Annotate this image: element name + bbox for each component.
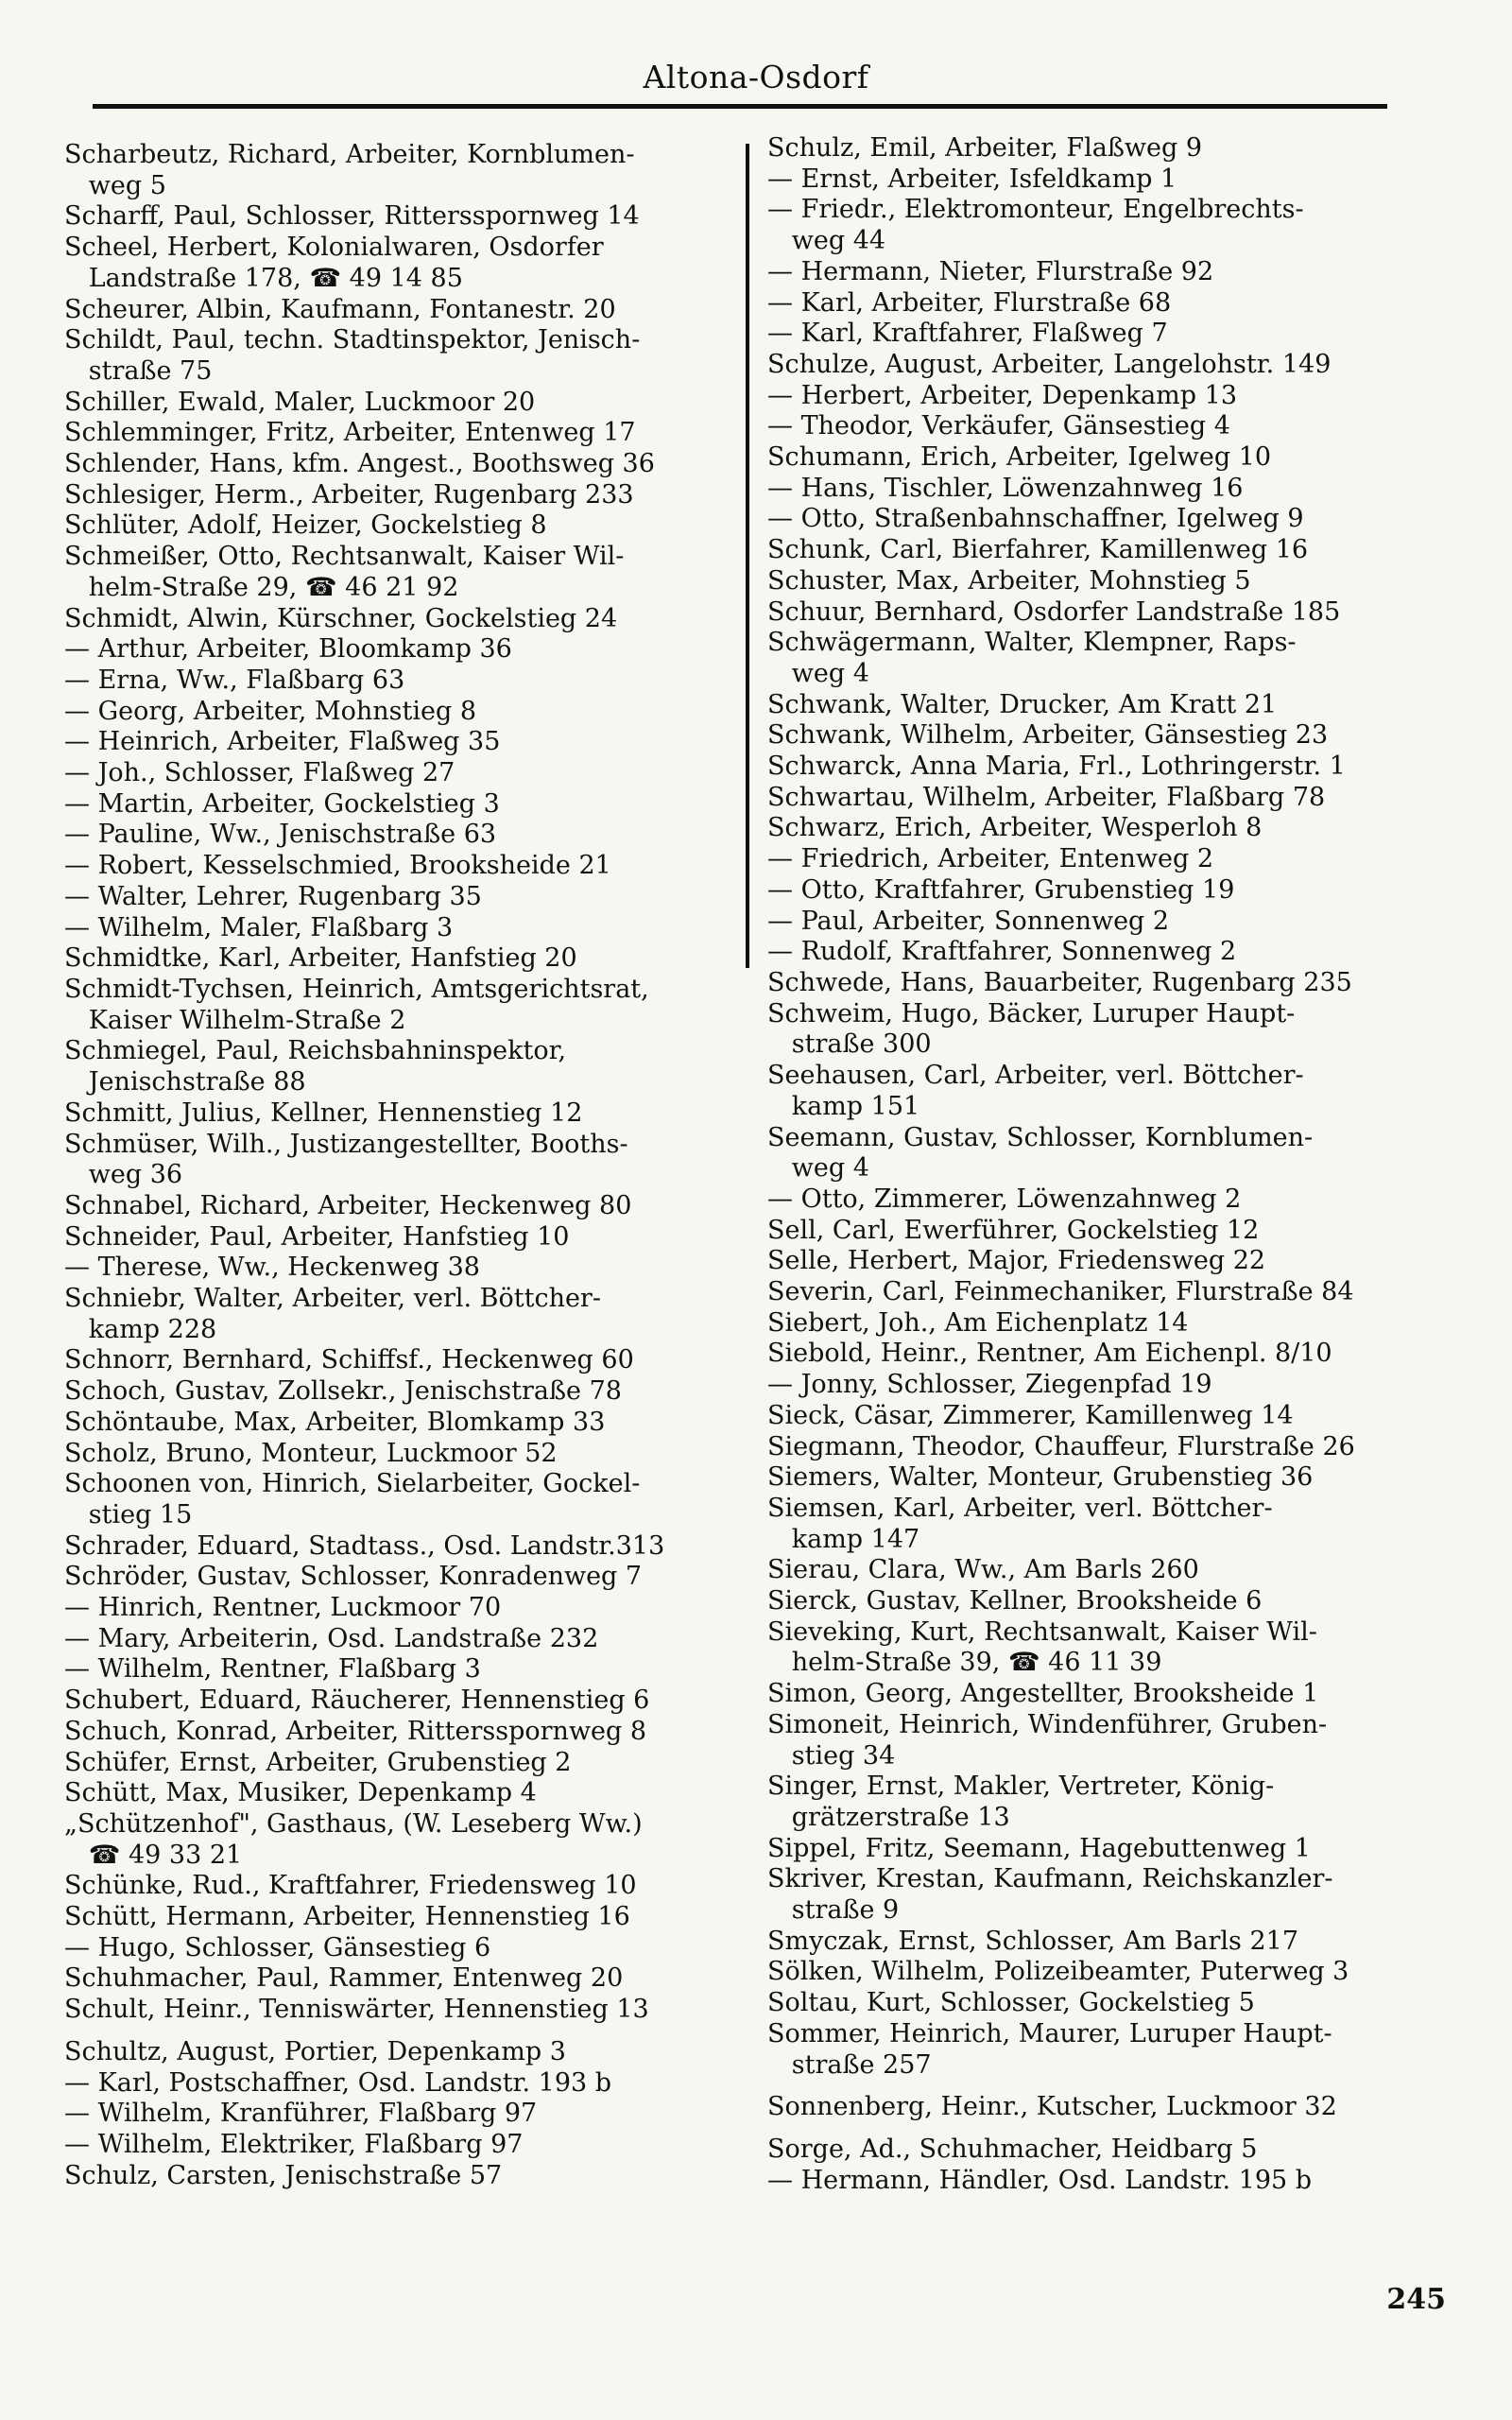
directory-entry: Schmeißer, Otto, Rechtsanwalt, Kaiser Wil- — [64, 542, 625, 572]
directory-entry: Schröder, Gustav, Schlosser, Konradenweg 7 — [64, 1562, 643, 1592]
directory-entry: straße 300 — [767, 1029, 932, 1060]
directory-entry: weg 36 — [64, 1160, 183, 1190]
directory-entry: Schwank, Wilhelm, Arbeiter, Gänsestieg 23 — [767, 720, 1329, 751]
directory-entry: helm-Straße 39, ☎ 46 11 39 — [767, 1648, 1162, 1678]
directory-entry: — Arthur, Arbeiter, Bloomkamp 36 — [64, 634, 512, 665]
directory-entry: Sölken, Wilhelm, Polizeibeamter, Puterweg 3 — [767, 1957, 1349, 1987]
directory-entry: Sierck, Gustav, Kellner, Brooksheide 6 — [767, 1586, 1263, 1616]
directory-entry: Schwede, Hans, Bauarbeiter, Rugenbarg 235 — [767, 967, 1352, 997]
directory-entry: kamp 151 — [767, 1091, 920, 1121]
page-title: Altona-Osdorf — [643, 59, 869, 95]
directory-entry: Schoch, Gustav, Zollsekr., Jenischstraße 78 — [64, 1376, 622, 1407]
directory-entry: Schult, Heinr., Tenniswärter, Hennenstieg 13 — [64, 1995, 649, 2025]
directory-entry: — Erna, Ww., Flaßbarg 63 — [64, 665, 405, 695]
directory-entry: Jenischstraße 88 — [64, 1067, 306, 1098]
directory-entry: Schnorr, Bernhard, Schiffsf., Heckenweg 60 — [64, 1345, 634, 1375]
directory-entry: — Ernst, Arbeiter, Isfeldkamp 1 — [767, 164, 1177, 194]
directory-entry: Schulz, Emil, Arbeiter, Flaßweg 9 — [767, 133, 1203, 163]
directory-entry: Singer, Ernst, Makler, Vertreter, König- — [767, 1772, 1275, 1802]
directory-entry: Seemann, Gustav, Schlosser, Kornblumen- — [767, 1122, 1314, 1152]
directory-entry: Sippel, Fritz, Seemann, Hagebuttenweg 1 — [767, 1833, 1311, 1863]
directory-entry: — Hugo, Schlosser, Gänsestieg 6 — [64, 1932, 491, 1962]
directory-entry: stieg 34 — [767, 1740, 896, 1771]
directory-entry: — Wilhelm, Maler, Flaßbarg 3 — [64, 912, 454, 942]
directory-entry: Schwank, Walter, Drucker, Am Kratt 21 — [767, 689, 1278, 719]
directory-entry: Scheurer, Albin, Kaufmann, Fontanestr. 20 — [64, 294, 616, 324]
directory-entry: Schultz, August, Portier, Depenkamp 3 — [64, 2036, 566, 2066]
directory-entry: „Schützenhof", Gasthaus, (W. Leseberg Ww.) — [64, 1808, 643, 1839]
directory-entry: Scholz, Bruno, Monteur, Luckmoor 52 — [64, 1438, 558, 1468]
directory-entry: weg 5 — [64, 170, 166, 200]
directory-entry: Schulze, August, Arbeiter, Langelohstr. 149 — [767, 349, 1332, 379]
directory-entry: straße 9 — [767, 1895, 900, 1926]
directory-entry: — Otto, Straßenbahnschaffner, Igelweg 9 — [767, 504, 1304, 534]
directory-entry: — Joh., Schlosser, Flaßweg 27 — [64, 758, 455, 788]
directory-entry: ☎ 49 33 21 — [64, 1840, 243, 1870]
directory-entry: Schuch, Konrad, Arbeiter, Rittersspornweg 8 — [64, 1716, 647, 1746]
directory-entry: Schlesiger, Herm., Arbeiter, Rugenbarg 233 — [64, 479, 634, 510]
directory-entry: Sierau, Clara, Ww., Am Barls 260 — [767, 1555, 1199, 1585]
directory-entry: grätzerstraße 13 — [767, 1802, 1010, 1832]
directory-entry: — Paul, Arbeiter, Sonnenweg 2 — [767, 906, 1170, 936]
directory-entry: Schoonen von, Hinrich, Sielarbeiter, Gockel- — [64, 1469, 641, 1499]
directory-entry: Siegmann, Theodor, Chauffeur, Flurstraße 26 — [767, 1431, 1355, 1461]
directory-entry: Schlender, Hans, kfm. Angest., Boothsweg 36 — [64, 449, 655, 479]
directory-entry: Schwarz, Erich, Arbeiter, Wesperloh 8 — [767, 813, 1263, 843]
directory-entry: — Karl, Postschaffner, Osd. Landstr. 193 b — [64, 2067, 612, 2098]
directory-entry: Schmitt, Julius, Kellner, Hennenstieg 12 — [64, 1098, 583, 1128]
directory-entry: — Hinrich, Rentner, Luckmoor 70 — [64, 1593, 502, 1623]
directory-entry: Schuur, Bernhard, Osdorfer Landstraße 185 — [767, 596, 1341, 627]
directory-entry: Schlemminger, Fritz, Arbeiter, Entenweg 17 — [64, 418, 636, 448]
directory-entry: Siemsen, Karl, Arbeiter, verl. Böttcher- — [767, 1493, 1273, 1523]
directory-entry: — Robert, Kesselschmied, Brooksheide 21 — [64, 851, 611, 881]
directory-entry: Schwartau, Wilhelm, Arbeiter, Flaßbarg 78 — [767, 782, 1326, 812]
directory-entry: — Otto, Zimmerer, Löwenzahnweg 2 — [767, 1184, 1242, 1214]
directory-entry: Smyczak, Ernst, Schlosser, Am Barls 217 — [767, 1926, 1299, 1956]
directory-entry: Sommer, Heinrich, Maurer, Luruper Haupt- — [767, 2018, 1332, 2048]
directory-entry: Schildt, Paul, techn. Stadtinspektor, Jenisch- — [64, 325, 641, 355]
directory-entry: straße 75 — [64, 355, 213, 386]
column-divider — [746, 144, 749, 968]
right-column — [767, 133, 1453, 2196]
directory-entry: — Pauline, Ww., Jenischstraße 63 — [64, 820, 497, 850]
directory-entry: Kaiser Wilhelm-Straße 2 — [64, 1005, 406, 1035]
directory-entry: Siemers, Walter, Monteur, Grubenstieg 36 — [767, 1462, 1314, 1493]
directory-entry: Schöntaube, Max, Arbeiter, Blomkamp 33 — [64, 1407, 606, 1437]
directory-entry: Sonnenberg, Heinr., Kutscher, Luckmoor 32 — [767, 2092, 1337, 2122]
directory-entry: — Rudolf, Kraftfahrer, Sonnenweg 2 — [767, 937, 1237, 967]
directory-entry: Scharff, Paul, Schlosser, Rittersspornweg 14 — [64, 201, 640, 232]
directory-entry: Schüfer, Ernst, Arbeiter, Grubenstieg 2 — [64, 1747, 572, 1777]
directory-entry: Seehausen, Carl, Arbeiter, verl. Böttcher- — [767, 1061, 1304, 1091]
directory-entry: kamp 147 — [767, 1524, 920, 1554]
directory-entry: — Heinrich, Arbeiter, Flaßweg 35 — [64, 727, 501, 757]
directory-entry: Skriver, Krestan, Kaufmann, Reichskanzler- — [767, 1864, 1333, 1894]
directory-entry: — Otto, Kraftfahrer, Grubenstieg 19 — [767, 874, 1235, 905]
directory-entry: Schütt, Hermann, Arbeiter, Hennenstieg 16 — [64, 1902, 630, 1932]
directory-entry: — Wilhelm, Rentner, Flaßbarg 3 — [64, 1654, 481, 1685]
directory-entry: Landstraße 178, ☎ 49 14 85 — [64, 263, 463, 293]
directory-entry: Schmidt, Alwin, Kürschner, Gockelstieg 24 — [64, 603, 618, 633]
directory-entry: — Georg, Arbeiter, Mohnstieg 8 — [64, 696, 477, 726]
directory-entry: Schiller, Ewald, Maler, Luckmoor 20 — [64, 387, 536, 417]
directory-entry: Schnabel, Richard, Arbeiter, Heckenweg 80 — [64, 1190, 632, 1220]
directory-entry: straße 257 — [767, 2049, 932, 2080]
directory-entry: — Friedr., Elektromonteur, Engelbrechts- — [767, 195, 1304, 225]
directory-entry: Schwägermann, Walter, Klempner, Raps- — [767, 628, 1297, 658]
directory-entry: Schumann, Erich, Arbeiter, Igelweg 10 — [767, 442, 1272, 473]
directory-entry: Severin, Carl, Feinmechaniker, Flurstraße 84 — [767, 1277, 1354, 1307]
page-number: 245 — [1386, 2283, 1446, 2316]
directory-entry: Selle, Herbert, Major, Friedensweg 22 — [767, 1246, 1266, 1276]
directory-entry: — Herbert, Arbeiter, Depenkamp 13 — [767, 380, 1237, 410]
directory-entry: stieg 15 — [64, 1499, 193, 1530]
directory-entry: Schulz, Carsten, Jenischstraße 57 — [64, 2160, 503, 2190]
directory-entry: — Karl, Kraftfahrer, Flaßweg 7 — [767, 319, 1168, 349]
directory-entry: weg 44 — [767, 226, 886, 256]
directory-entry: Schütt, Max, Musiker, Depenkamp 4 — [64, 1778, 537, 1808]
directory-entry: Scharbeutz, Richard, Arbeiter, Kornblumen- — [64, 140, 635, 169]
directory-entry: Schünke, Rud., Kraftfahrer, Friedensweg 10 — [64, 1871, 637, 1901]
directory-entry: helm-Straße 29, ☎ 46 21 92 — [64, 572, 459, 602]
directory-entry: — Hermann, Nieter, Flurstraße 92 — [767, 256, 1214, 286]
directory-entry: — Wilhelm, Kranführer, Flaßbarg 97 — [64, 2099, 538, 2129]
directory-entry: — Hermann, Händler, Osd. Landstr. 195 b — [767, 2165, 1313, 2195]
directory-entry: Siebold, Heinr., Rentner, Am Eichenpl. 8/10 — [767, 1339, 1332, 1369]
directory-entry: Sieck, Cäsar, Zimmerer, Kamillenweg 14 — [767, 1400, 1294, 1430]
directory-entry: Schniebr, Walter, Arbeiter, verl. Böttcher- — [64, 1284, 601, 1314]
directory-entry: — Friedrich, Arbeiter, Entenweg 2 — [767, 844, 1214, 874]
directory-entry: Schmüser, Wilh., Justizangestellter, Booths- — [64, 1129, 628, 1159]
directory-entry: Schwarck, Anna Maria, Frl., Lothringerstr. 1 — [767, 752, 1346, 782]
left-column — [64, 140, 737, 2191]
directory-entry: Simon, Georg, Angestellter, Brooksheide 1 — [767, 1679, 1319, 1709]
directory-entry: — Theodor, Verkäufer, Gänsestieg 4 — [767, 411, 1230, 441]
directory-entry: Soltau, Kurt, Schlosser, Gockelstieg 5 — [767, 1988, 1255, 2018]
directory-entry: Sorge, Ad., Schuhmacher, Heidbarg 5 — [767, 2135, 1258, 2164]
directory-entry: — Wilhelm, Elektriker, Flaßbarg 97 — [64, 2130, 524, 2159]
directory-entry: Simoneit, Heinrich, Windenführer, Gruben- — [767, 1709, 1328, 1739]
directory-entry: Sieveking, Kurt, Rechtsanwalt, Kaiser Wil- — [767, 1616, 1317, 1647]
directory-entry: kamp 228 — [64, 1314, 217, 1344]
directory-entry: — Jonny, Schlosser, Ziegenpfad 19 — [767, 1370, 1212, 1400]
directory-entry: Scheel, Herbert, Kolonialwaren, Osdorfer — [64, 233, 604, 263]
directory-entry: Schmiegel, Paul, Reichsbahninspektor, — [64, 1036, 567, 1066]
directory-entry: Schmidt-Tychsen, Heinrich, Amtsgerichtsrat, — [64, 974, 649, 1004]
directory-entry: — Mary, Arbeiterin, Osd. Landstraße 232 — [64, 1623, 599, 1653]
directory-entry: — Hans, Tischler, Löwenzahnweg 16 — [767, 473, 1244, 503]
directory-entry: Schubert, Eduard, Räucherer, Hennenstieg 6 — [64, 1685, 650, 1716]
directory-entry: weg 4 — [767, 1153, 869, 1184]
directory-entry: — Karl, Arbeiter, Flurstraße 68 — [767, 287, 1172, 318]
directory-entry: — Therese, Ww., Heckenweg 38 — [64, 1253, 480, 1283]
directory-entry: Schunk, Carl, Bierfahrer, Kamillenweg 16 — [767, 535, 1309, 565]
directory-entry: Schneider, Paul, Arbeiter, Hanfstieg 10 — [64, 1221, 570, 1252]
directory-entry: — Martin, Arbeiter, Gockelstieg 3 — [64, 788, 500, 819]
directory-entry: Schmidtke, Karl, Arbeiter, Hanfstieg 20 — [64, 943, 577, 974]
directory-entry: Schweim, Hugo, Bäcker, Luruper Haupt- — [767, 998, 1296, 1028]
directory-entry: Sell, Carl, Ewerführer, Gockelstieg 12 — [767, 1215, 1260, 1245]
directory-entry: — Walter, Lehrer, Rugenbarg 35 — [64, 881, 482, 911]
directory-entry: weg 4 — [767, 658, 869, 688]
directory-entry: Schrader, Eduard, Stadtass., Osd. Landstr.313 — [64, 1530, 665, 1561]
directory-entry: Schlüter, Adolf, Heizer, Gockelstieg 8 — [64, 510, 547, 541]
directory-entry: Siebert, Joh., Am Eichenplatz 14 — [767, 1307, 1189, 1338]
header-rule — [93, 104, 1387, 109]
directory-entry: Schuhmacher, Paul, Rammer, Entenweg 20 — [64, 1963, 624, 1994]
directory-entry: Schuster, Max, Arbeiter, Mohnstieg 5 — [767, 565, 1251, 596]
